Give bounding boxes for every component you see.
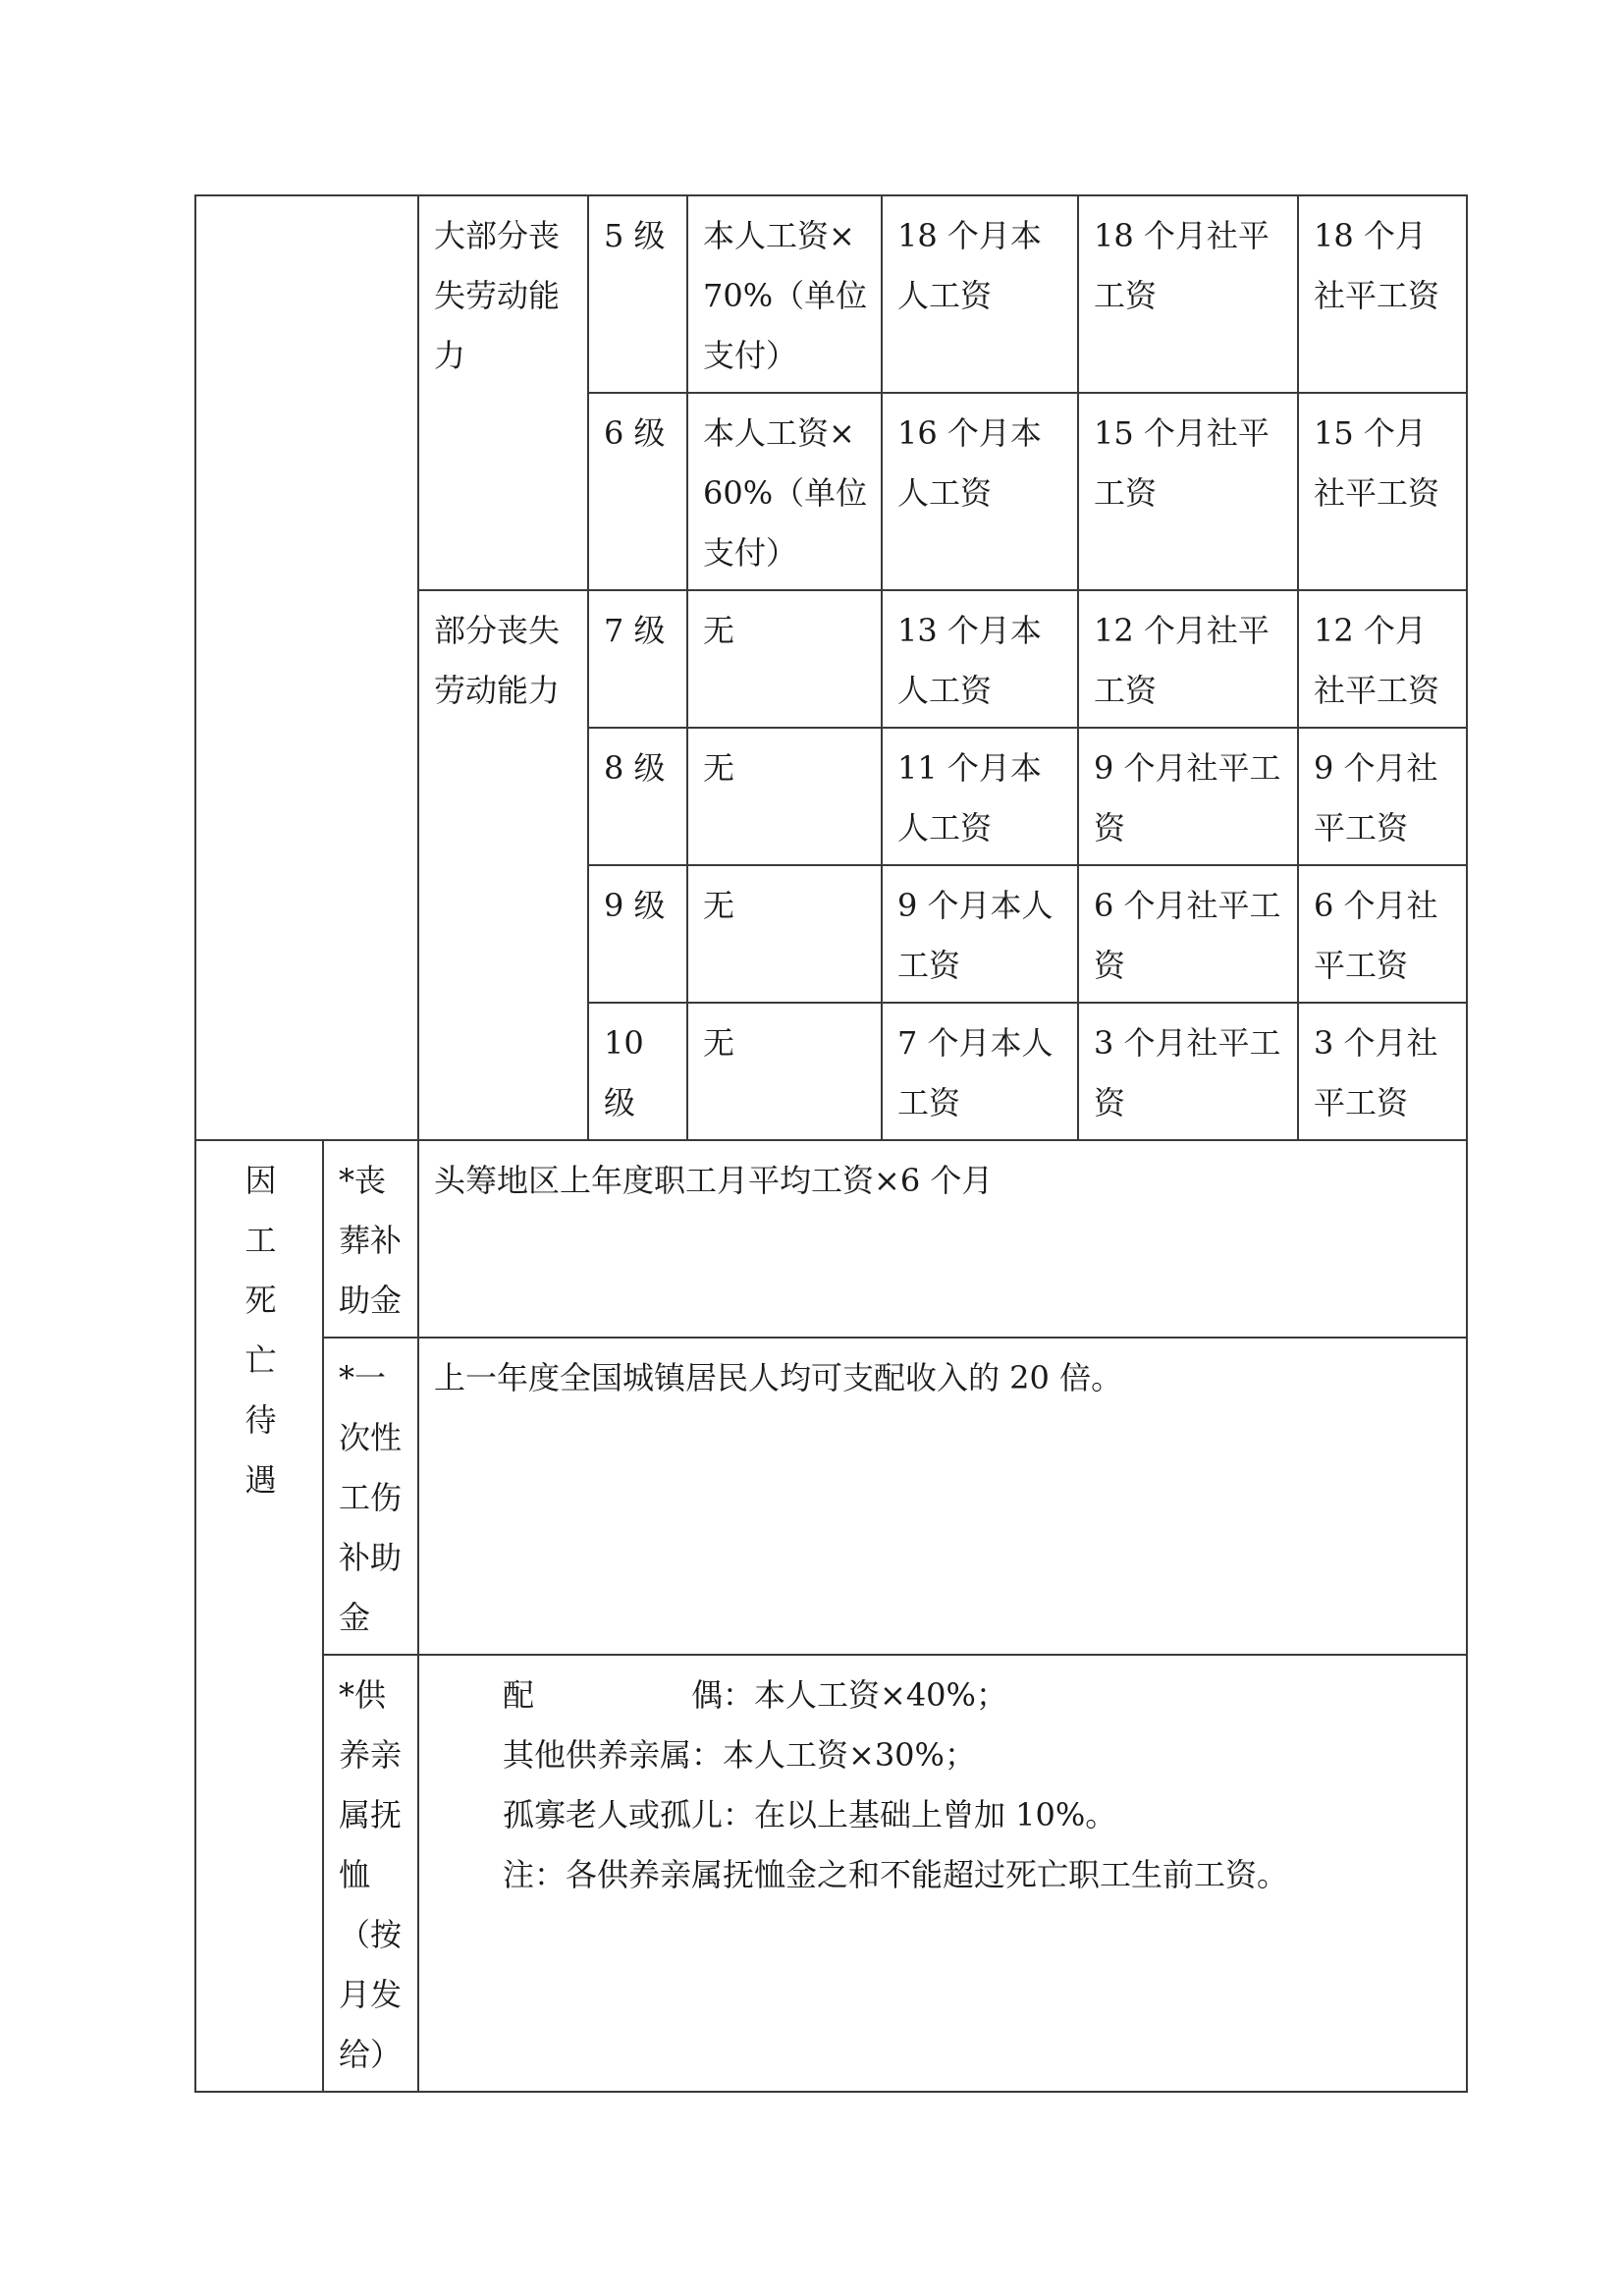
allowance-cell: 无 xyxy=(687,728,882,865)
employment-cell: 9 个月社平工资 xyxy=(1298,728,1467,865)
subsidy-cell: 16 个月本人工资 xyxy=(882,393,1078,590)
group-partial-loss: 部分丧失劳动能力 xyxy=(418,590,588,1140)
employment-cell: 3 个月社平工资 xyxy=(1298,1003,1467,1140)
pension-spouse-label: 配偶 xyxy=(503,1676,723,1714)
pension-details xyxy=(418,1655,1467,2092)
pension-orphans-line: 孤寡老人或孤儿：在以上基础上曾加 10%。 xyxy=(503,1796,1117,1833)
subsidy-cell: 9 个月本人工资 xyxy=(882,865,1078,1003)
grade-cell: 5 级 xyxy=(588,195,687,393)
medical-cell: 12 个月社平工资 xyxy=(1078,590,1298,728)
subsidy-cell: 7 个月本人工资 xyxy=(882,1003,1078,1140)
funeral-label: *丧葬补助金 xyxy=(323,1140,418,1338)
table-row xyxy=(195,1655,1467,2092)
pension-spouse-value: ：本人工资×40%； xyxy=(723,1676,1007,1714)
medical-cell: 18 个月社平工资 xyxy=(1078,195,1298,393)
employment-cell: 15 个月社平工资 xyxy=(1298,393,1467,590)
subsidy-cell: 11 个月本人工资 xyxy=(882,728,1078,865)
medical-cell: 3 个月社平工资 xyxy=(1078,1003,1298,1140)
allowance-cell: 无 xyxy=(687,865,882,1003)
subsidy-cell: 18 个月本人工资 xyxy=(882,195,1078,393)
grade-cell: 8 级 xyxy=(588,728,687,865)
pension-spouse-line xyxy=(434,1666,1454,1725)
injury-benefits-table xyxy=(194,194,1468,2093)
funeral-value: 头筹地区上年度职工月平均工资×6 个月 xyxy=(418,1140,1467,1338)
subsidy-cell: 13 个月本人工资 xyxy=(882,590,1078,728)
table-row xyxy=(195,195,1467,393)
lump-sum-label: *一次性工伤补助金 xyxy=(323,1338,418,1655)
lump-sum-value: 上一年度全国城镇居民人均可支配收入的 20 倍。 xyxy=(418,1338,1467,1655)
pension-note-line: 注：各供养亲属抚恤金之和不能超过死亡职工生前工资。 xyxy=(503,1856,1289,1893)
medical-cell: 15 个月社平工资 xyxy=(1078,393,1298,590)
table-row xyxy=(195,1140,1467,1338)
empty-cell xyxy=(195,195,418,1140)
employment-cell: 12 个月社平工资 xyxy=(1298,590,1467,728)
grade-cell: 10 级 xyxy=(588,1003,687,1140)
grade-cell: 6 级 xyxy=(588,393,687,590)
group-major-loss: 大部分丧失劳动能力 xyxy=(418,195,588,590)
death-section-label: 因工死亡待遇 xyxy=(195,1140,323,2092)
medical-cell: 9 个月社平工资 xyxy=(1078,728,1298,865)
grade-cell: 7 级 xyxy=(588,590,687,728)
allowance-cell: 本人工资×60%（单位支付） xyxy=(687,393,882,590)
allowance-cell: 无 xyxy=(687,1003,882,1140)
pension-label: *供养亲属抚恤（按月发给） xyxy=(323,1655,418,2092)
allowance-cell: 无 xyxy=(687,590,882,728)
table-row xyxy=(195,1338,1467,1655)
grade-cell: 9 级 xyxy=(588,865,687,1003)
pension-others-line: 其他供养亲属：本人工资×30%； xyxy=(503,1736,976,1774)
employment-cell: 6 个月社平工资 xyxy=(1298,865,1467,1003)
medical-cell: 6 个月社平工资 xyxy=(1078,865,1298,1003)
employment-cell: 18 个月社平工资 xyxy=(1298,195,1467,393)
allowance-cell: 本人工资×70%（单位支付） xyxy=(687,195,882,393)
